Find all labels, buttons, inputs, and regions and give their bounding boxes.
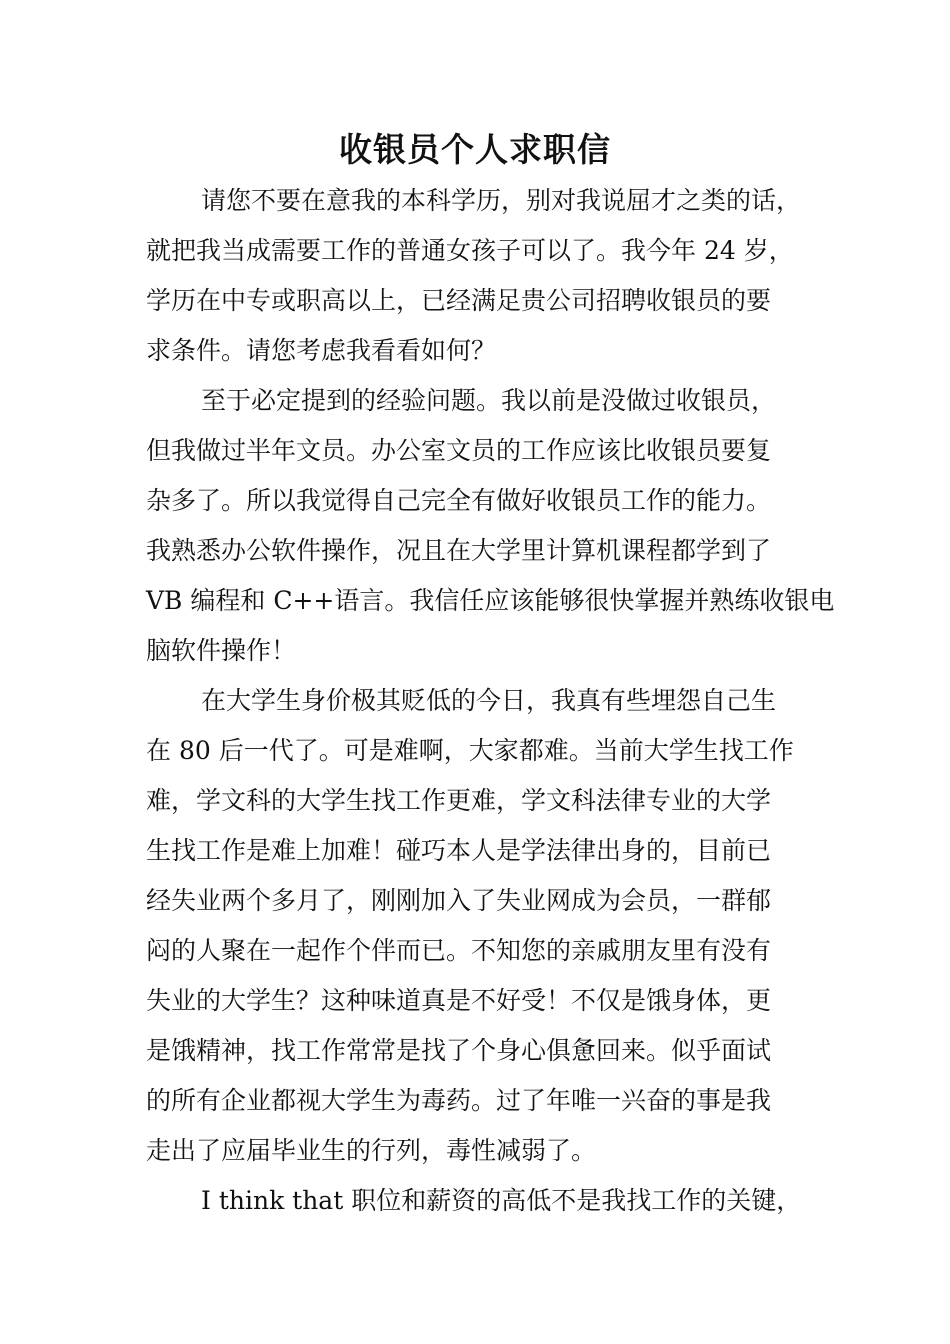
paragraph-3-line-9: 的所有企业都视大学生为毒药。过了年唯一兴奋的事是我 (146, 1086, 772, 1115)
paragraph-1-line-3: 学历在中专或职高以上，已经满足贵公司招聘收银员的要 (146, 286, 772, 315)
paragraph-3-line-3: 难，学文科的大学生找工作更难，学文科法律专业的大学 (146, 786, 772, 815)
paragraph-2-line-6: 脑软件操作！ (146, 636, 297, 665)
paragraph-3-line-6: 闷的人聚在一起作个伴而已。不知您的亲戚朋友里有没有 (146, 936, 772, 965)
paragraph-1-line-2: 就把我当成需要工作的普通女孩子可以了。我今年 24 岁， (146, 236, 794, 265)
paragraph-3-line-5: 经失业两个多月了，刚刚加入了失业网成为会员，一群郁 (146, 886, 772, 915)
paragraph-2-line-5: VB 编程和 C++语言。我信任应该能够很快掌握并熟练收银电 (146, 586, 835, 615)
paragraph-3-line-10: 走出了应届毕业生的行列，毒性减弱了。 (146, 1136, 597, 1165)
document-title: 收银员个人求职信 (339, 130, 611, 169)
paragraph-2-line-4: 我熟悉办公软件操作，况且在大学里计算机课程都学到了 (146, 536, 772, 565)
paragraph-1-line-1: 请您不要在意我的本科学历，别对我说屈才之类的话， (201, 186, 802, 215)
paragraph-3-line-1: 在大学生身价极其贬低的今日，我真有些埋怨自己生 (201, 686, 777, 715)
paragraph-4-line-1: I think that 职位和薪资的高低不是我找工作的关键， (201, 1186, 802, 1215)
paragraph-3-line-8: 是饿精神，找工作常常是找了个身心俱惫回来。似乎面试 (146, 1036, 772, 1065)
paragraph-3-line-7: 失业的大学生？这种味道真是不好受！不仅是饿身体，更 (146, 986, 772, 1015)
paragraph-2-line-1: 至于必定提到的经验问题。我以前是没做过收银员， (201, 386, 777, 415)
paragraph-2-line-3: 杂多了。所以我觉得自己完全有做好收银员工作的能力。 (146, 486, 772, 515)
paragraph-1-line-4: 求条件。请您考虑我看看如何？ (146, 336, 497, 365)
paragraph-3-line-2: 在 80 后一代了。可是难啊，大家都难。当前大学生找工作 (146, 736, 794, 765)
paragraph-2-line-2: 但我做过半年文员。办公室文员的工作应该比收银员要复 (146, 436, 772, 465)
paragraph-3-line-4: 生找工作是难上加难！碰巧本人是学法律出身的，目前已 (146, 836, 772, 865)
